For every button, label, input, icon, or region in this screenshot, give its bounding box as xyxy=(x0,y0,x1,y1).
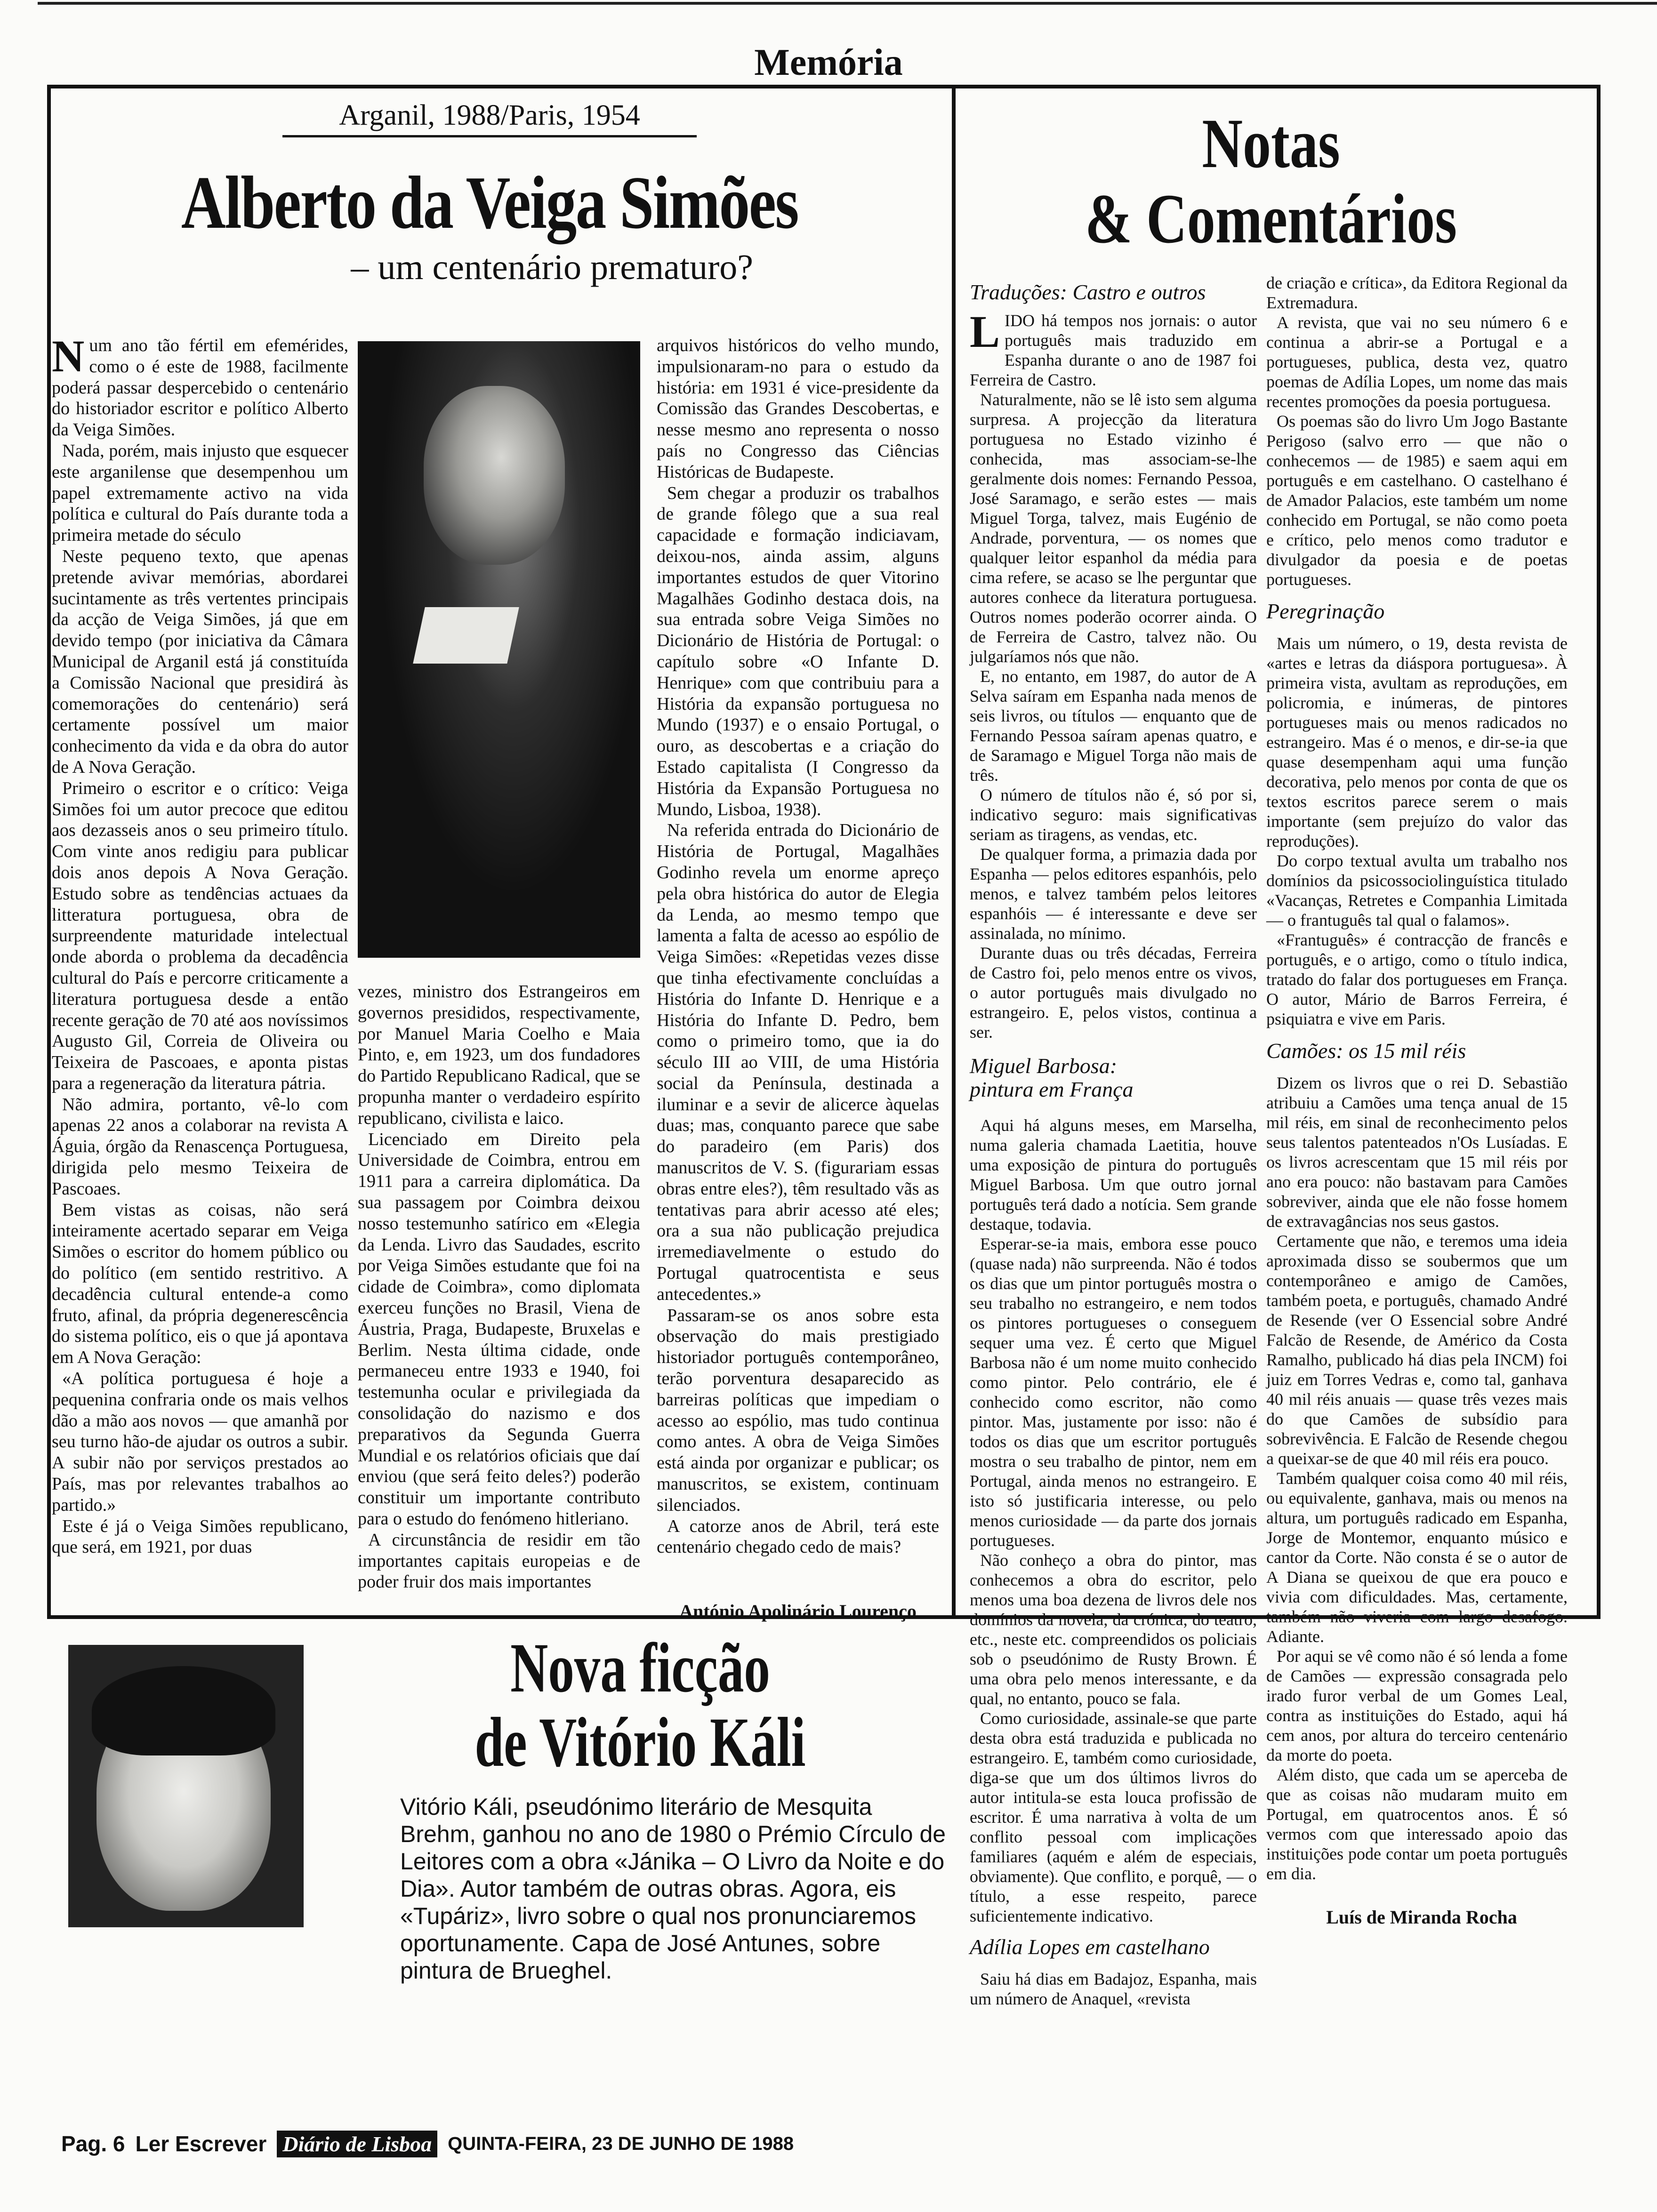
notas-paragraph: IDO há tempos nos jornais: o autor português mais traduzido em Espanha durante o ano de 1987 foi Ferreira de Castro. xyxy=(970,311,1257,389)
notas-title xyxy=(1026,106,1516,256)
portrait-collar xyxy=(413,607,519,664)
notas-subtitle: Traduções: Castro e outros xyxy=(970,280,1206,304)
portrait-face xyxy=(424,386,565,565)
notas-subtitle-line: pintura em França xyxy=(970,1077,1134,1101)
notas-paragraph: de criação e crítica», da Editora Regional da Extremadura. xyxy=(1266,273,1568,312)
article-paragraph: Não admira, portanto, vê-lo com apenas 22 anos a colaborar na revista A Águia, órgão da Renascença Portuguesa, dirigida pelo mesmo Teixeira de Pascoaes. xyxy=(52,1094,348,1199)
article-paragraph: Passaram-se os anos sobre esta observação do mais prestigiado historiador português contemporâneo, terão porventura desaparecido as barreiras políticas que impediam o acesso ao espólio, mas tudo continua como antes. A obra de Veiga Simões está ainda por organizar e publicar; os manuscritos, se existem, continuam silenciados. xyxy=(657,1305,939,1515)
notas-column-b xyxy=(1266,273,1568,1883)
notas-paragraph: Como curiosidade, assinale-se que parte desta obra está traduzida e publicada no estrangeiro. E, também como curiosidade, diga-se que um dos últimos livros do autor intitula-se esta louca profissão de escritor. É uma narrativa à volta de um conflito pessoal com implicações familiares (aquém e além de especiais, obviamente). Que conflito, e porquê, — o título, a esse respeito, parece suficientemente indicativo. xyxy=(970,1709,1257,1925)
article-kicker: Arganil, 1988/Paris, 1954 xyxy=(282,99,697,137)
notas-paragraph: Do corpo textual avulta um trabalho nos domínios da psicossociolinguística titulado «Vacanças, Retretes e Companhia Limitada — o frantuguês tal qual o falamos». xyxy=(1266,851,1568,930)
issue-date: QUINTA-FEIRA, 23 DE JUNHO DE 1988 xyxy=(448,2133,794,2154)
article-paragraph: um ano tão fértil em efemérides, como o é este de 1988, facilmente poderá passar despercebido o centenário do historiador escritor e político Alberto da Veiga Simões. xyxy=(52,336,348,440)
article-subhead: – um centenário prematuro? xyxy=(351,248,753,287)
article-paragraph: Neste pequeno texto, que apenas pretende avivar memórias, abordarei sucintamente as três vertentes principais da acção de Veiga Simões, já que em devido tempo (por iniciativa da Câmara Municipal de Arganil está já constituída a Comissão Nacional que presidirá às comemorações do centenário) será certamente possível um maior conhecimento da vida e da obra do autor de A Nova Geração. xyxy=(52,546,348,777)
article-paragraph: A circunstância de residir em tão importantes capitais europeias e de poder fruir dos mais importantes xyxy=(358,1530,640,1592)
section-label: Memória xyxy=(754,42,903,83)
notas-title-line2: & Comentários xyxy=(1085,180,1457,258)
page-footer xyxy=(61,2127,1615,2160)
nova-ficcao-title-line1: Nova ficção xyxy=(510,1629,770,1707)
nova-ficcao-title xyxy=(410,1631,870,1779)
notas-paragraph: De qualquer forma, a primazia dada por Espanha — pelos editores espanhóis, pelo menos, e talvez também pelos leitores espanhóis — é interessante e deve ser assinalada, no mínimo. xyxy=(970,845,1257,943)
article-byline: António Apolinário Lourenço xyxy=(679,1601,917,1622)
notas-paragraph: Saiu há dias em Badajoz, Espanha, mais um número de Anaquel, «revista xyxy=(970,1970,1257,2008)
nova-ficcao-title-line2: de Vitório Káli xyxy=(475,1703,806,1781)
article-paragraph: Primeiro o escritor e o crítico: Veiga Simões foi um autor precoce que editou aos dezasseis anos o seu primeiro título. Com vinte anos redigiu para publicar dois anos depois A Nova Geração. Estudo sobre as tendências actuaes da litteratura portuguesa, obra de surpreendente maturidade intelectual onde aborda o problema da decadência cultural do País e percorre criticamente a literatura portuguesa desde a então recente geração de 70 até aos novíssimos Augusto Gil, Correia de Oliveira ou Teixeira de Pascoaes, e aponta pistas para a regeneração da literatura pátria. xyxy=(52,778,348,1093)
notas-title-line1: Notas xyxy=(1202,104,1340,183)
notas-paragraph: Os poemas são do livro Um Jogo Bastante Perigoso (salvo erro — que não o conhecemos — de 1985) e saem aqui em português e em castelhano. O castelhano é de Amador Palacios, este também um nome conhecido em Portugal, se não como poeta e crítico, pelo menos como tradutor e divulgador da poesia e de poetas portugueses. xyxy=(1266,412,1568,589)
page-number: Pag. 6 xyxy=(61,2132,125,2156)
article-paragraph: Nada, porém, mais injusto que esquecer este arganilense que desempenhou um papel extremamente activo na vida política e cultural do País durante toda a primeira metade do século xyxy=(52,441,348,545)
article-paragraph: Sem chegar a produzir os trabalhos de grande fôlego que a sua real capacidade e formação indiciavam, deixou-nos, ainda assim, alguns importantes estudos de quer Vitorino Magalhães Godinho destaca dois, na sua entrada sobre Veiga Simões no Dicionário de História de Portugal: o capítulo sobre «O Infante D. Henrique» com que contribuiu para a História da expansão portuguesa no Mundo (1937) e o ensaio Portugal, o ouro, as descobertas e a criação do Estado capitalista (I Congresso da História da Expansão Portuguesa no Mundo, Lisboa, 1938). xyxy=(657,483,939,819)
notas-paragraph: Não conheço a obra do pintor, mas conhecemos a obra do escritor, pelo menos uma boa dezena de livros dele nos domínios da novela, da crónica, do teatro, etc., neste etc. compreendidos os policiais sob o pseudónimo de Rusty Brown. É uma obra pelo menos interessante, e da qual, no entanto, pouco se fala. xyxy=(970,1551,1257,1708)
notas-paragraph: «Frantuguês» é contracção de francês e português, e o artigo, como o título indica, tratado do falar dos portugueses em França. O autor, Mário de Barros Ferreira, é psiquiatra e vive em Paris. xyxy=(1266,930,1568,1028)
notas-paragraph: Durante duas ou três décadas, Ferreira de Castro foi, pelo menos entre os vivos, o autor português mais divulgado no estrangeiro. E, pelos vistos, continua a ser. xyxy=(970,944,1257,1042)
article-column-1 xyxy=(52,331,348,1558)
notas-paragraph: E, no entanto, em 1987, do autor de A Selva saíram em Espanha nada menos de seis livros, ou títulos — enquanto que de Fernando Pessoa saíram apenas quatro, e de Saramago e Miguel Torga não mais de três. xyxy=(970,667,1257,785)
notas-paragraph: A revista, que vai no seu número 6 e continua a abrir-se a Portugal e a portugueses, publica, desta vez, quatro poemas de Adília Lopes, um nome das mais recentes promoções da poesia portuguesa. xyxy=(1266,313,1568,411)
notas-paragraph: Aqui há alguns meses, em Marselha, numa galeria chamada Laetitia, houve uma exposição de pintura do português Miguel Barbosa. Um que outro jornal português terá dado a notícia. Sem grande destaque, todavia. xyxy=(970,1116,1257,1234)
masthead: Diário de Lisboa xyxy=(277,2131,437,2157)
notas-paragraph: Certamente que não, e teremos uma ideia aproximada disso se soubermos que um contemporâneo e amigo de Camões, também poeta, e português, chamado André de Resende (ver O Essencial sobre André Falcão de Resende, de Américo da Costa Ramalho, publicado há dias pela INCM) foi juiz em Torres Vedras e, como tal, ganhava 40 mil réis anuais — quase três vezes mais do que Camões de subsídio para sobrevivência. E Falcão de Resende chegou a queixar-se de que 40 mil réis era pouco. xyxy=(1266,1232,1568,1468)
notas-dropcap: L xyxy=(970,306,1000,357)
top-rule xyxy=(38,2,1657,5)
notas-subtitle xyxy=(970,1054,1257,1101)
article-paragraph: Na referida entrada do Dicionário de História de Portugal, Magalhães Godinho revela um enorme apreço pela obra histórica do autor de Elegia da Lenda, ao mesmo tempo que lamenta a falta de acesso ao espólio de Veiga Simões: «Repetidas vezes disse que tinha efectivamente concluídas a História do Infante D. Henrique e a História do Infante D. Pedro, bem como o primeiro tomo, que ia do século III ao VIII, de uma História social da Península, destinada a iluminar e a sevir de alicerce àquelas duas; mas, conquanto parece que sabe do paradeiro (em Paris) dos manuscritos de V. S. (figurariam essas obras entre eles?), têm resultado vãs as tentativas para abrir acesso até eles; ora a sua não publicação prejudica irremediavelmente o estudo do Portugal quatrocentista e seus antecedentes.» xyxy=(657,820,939,1304)
kali-hair xyxy=(92,1666,275,1755)
vertical-divider xyxy=(952,85,956,1619)
notas-paragraph: Por aqui se vê como não é só lenda a fome de Camões — expressão consagrada pelo irado furor verbal de um Gomes Leal, contra as instituições do Estado, aqui há cem anos, por altura do terceiro centenário da morte do poeta. xyxy=(1266,1647,1568,1764)
notas-column-a xyxy=(970,282,1257,2009)
article-paragraph: A catorze anos de Abril, terá este centenário chegado cedo de mais? xyxy=(657,1516,939,1557)
article-headline: Alberto da Veiga Simões xyxy=(181,160,798,244)
notas-subtitle: Adília Lopes em castelhano xyxy=(970,1935,1210,1959)
notas-paragraph: Dizem os livros que o rei D. Sebastião atribuiu a Camões uma tença anual de 15 mil réis, em sinal de reconhecimento pelos seus talentos patenteados n'Os Lusíadas. E os livros acrescentam que 15 mil réis por ano era pouco: não bastavam para Camões sobreviver, ainda que ele não fosse homem de extravagâncias nos seus gastos. xyxy=(1266,1074,1568,1231)
article-paragraph: Este é já o Veiga Simões republicano, que será, em 1921, por duas xyxy=(52,1516,348,1557)
article-column-3 xyxy=(657,335,939,1558)
article-paragraph: arquivos históricos do velho mundo, impulsionaram-no para o estudo da história: em 1931 é vice-presidente da Comissão das Grandes Descobertas, e nesse mesmo ano representa o nosso país no Congresso das Ciências Históricas de Budapeste. xyxy=(657,336,939,482)
nova-ficcao-body: Vitório Káli, pseudónimo literário de Mesquita Brehm, ganhou no ano de 1980 o Prémio Círculo de Leitores com a obra «Jánika – O Livro da Noite e do Dia». Autor também de outras obras. Agora, eis «Tupáriz», livro sobre o qual nos pronunciaremos oportunamente. Capa de José Antunes, sobre pintura de Brueghel. xyxy=(400,1794,946,1984)
notas-paragraph: Esperar-se-ia mais, embora esse pouco (quase nada) não surpreenda. Não é todos os dias que um pintor português mostra o seu trabalho no estrangeiro, e nem todos os pintores portugueses o conseguem sequer uma vez. É certo que Miguel Barbosa não é um nome muito conhecido como pintor. Pelo contrário, ele é conhecido como escritor, não como pintor. Mas, justamente por isso: não é todos os dias que um escritor português mostra o seu trabalho de pintor, nem em Portugal, ainda menos no estrangeiro. E isto só justificaria interesse, ou pelo menos curiosidade — da parte dos jornais portugueses. xyxy=(970,1234,1257,1550)
notas-paragraph: O número de títulos não é, só por si, indicativo seguro: mais significativas seriam as tiragens, as vendas, etc. xyxy=(970,785,1257,844)
notas-paragraph: Além disto, que cada um se aperceba de que as coisas não mudaram muito em Portugal, em quatrocentos anos. É só vermos com que interessado apoio das instituições pode contar um poeta português em dia. xyxy=(1266,1765,1568,1883)
article-paragraph: Bem vistas as coisas, não será inteiramente acertado separar em Veiga Simões o escritor do homem público ou do político (em sentido restritivo. A decadência cultural entende-a como fruto, afinal, da própria degenerescência do sistema político, eis o que já apontava em A Nova Geração: xyxy=(52,1200,348,1368)
article-paragraph: vezes, ministro dos Estrangeiros em governos presididos, respectivamente, por Manuel Maria Coelho e Maia Pinto, e, em 1923, um dos fundadores do Partido Republicano Radical, que se propunha manter o verdadeiro espírito republicano, civilista e laico. xyxy=(358,982,640,1128)
article-column-2 xyxy=(358,981,640,1593)
article-paragraph: Licenciado em Direito pela Universidade de Coimbra, entrou em 1911 para a carreira diplomática. Da sua passagem por Coimbra deixou nosso testemunho satírico em «Elegia da Lenda. Livro das Saudades, escrito por Veiga Simões estudante que foi na cidade de Coimbra», como diplomata exerceu funções no Brasil, Viena de Áustria, Praga, Budapeste, Bruxelas e Berlim. Nesta última cidade, onde permaneceu entre 1933 e 1940, foi testemunha ocular e privilegiada da consolidação do nazismo e dos preparativos da Segunda Guerra Mundial e os relatórios oficiais que daí enviou (que será feito deles?) poderão constituir um importante contributo para o estudo do fenómeno hitleriano. xyxy=(358,1129,640,1529)
supplement-name: Ler Escrever xyxy=(135,2132,267,2156)
notas-paragraph: Mais um número, o 19, desta revista de «artes e letras da diáspora portuguesa». À primeira vista, avultam as reproduções, em policromia, e inúmeras, de pintores portugueses mais ou menos radicados no estrangeiro. Mas é o menos, e dir-se-ia que quase desempenham aqui uma função decorativa, pelo menos por conta de que os textos escritos parece serem o mais importante (sem prejuízo do valor das reproduções). xyxy=(1266,634,1568,850)
notas-subtitle: Camões: os 15 mil réis xyxy=(1266,1039,1466,1063)
article-dropcap: N xyxy=(52,331,85,381)
notas-subtitle: Peregrinação xyxy=(1266,599,1385,623)
notas-paragraph: Naturalmente, não se lê isto sem alguma surpresa. A projecção da literatura portuguesa no Estado vizinho é conhecida, mas associam-se-lhe geralmente dois nomes: Fernando Pessoa, José Saramago, e serão estes — mais Miguel Torga, talvez, mais Eugénio de Andrade, porventura, — os nomes que qualquer leitor espanhol da média para cima refere, se acaso se lhe perguntar que autores conhece da literatura portuguesa. Outros nomes poderão ocorrer ainda. O de Ferreira de Castro, talvez não. Ou julgaríamos nós que não. xyxy=(970,390,1257,666)
notas-paragraph: Também qualquer coisa como 40 mil réis, ou equivalente, ganhava, mais ou menos na altura, um português radicado em Espanha, Jorge de Montemor, enquanto músico e cantor da Corte. Não consta é se o autor de A Diana se queixou de que era pouco e vivia com dificuldades. Mas, certamente, também não viveria com largo desafogo. Adiante. xyxy=(1266,1469,1568,1646)
notas-subtitle-line: Miguel Barbosa: xyxy=(970,1054,1118,1078)
article-paragraph: «A política portuguesa é hoje a pequenina confraria onde os mais velhos dão a mão aos novos — que amanhã por seu turno hão-de ajudar os outros a subir. A subir não por serviços prestados ao País, mas por relevantes trabalhos ao partido.» xyxy=(52,1369,348,1515)
notas-author: Luís de Miranda Rocha xyxy=(1326,1907,1517,1928)
